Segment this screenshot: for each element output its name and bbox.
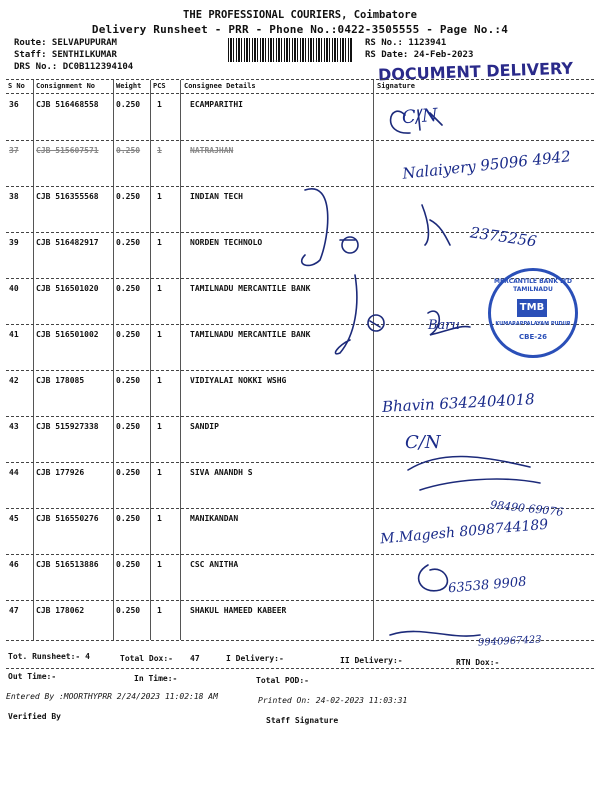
row-consignment: CJB 178085 xyxy=(36,376,85,385)
row-consignment: CJB 516513886 xyxy=(36,560,99,569)
handwritten-row41: Baru xyxy=(428,318,460,333)
row-weight: 0.250 xyxy=(116,100,141,109)
row-consignment: CJB 516468558 xyxy=(36,100,99,109)
row-sno: 39 xyxy=(9,238,19,247)
row-consignee: NATRAJHAN xyxy=(190,146,234,155)
col-header-consignment: Consignment No xyxy=(36,82,96,90)
row-weight: 0.250 xyxy=(116,284,141,293)
staff-signature: Staff Signature xyxy=(266,716,339,725)
stamp-line: CBE-26 xyxy=(519,333,547,341)
row-consignee: TAMILNADU MERCANTILE BANK xyxy=(190,330,311,339)
row-weight: 0.250 xyxy=(116,330,141,339)
total-dox-label: Total Dox:- xyxy=(120,654,173,663)
handwritten-row37: Nalaiyery 95096 4942 xyxy=(401,147,572,183)
printed-on: Printed On: 24-02-2023 11:03:31 xyxy=(258,696,408,705)
row-sno: 41 xyxy=(9,330,19,339)
row-consignee: MANIKANDAN xyxy=(190,514,239,523)
row-consignee: ECAMPARITHI xyxy=(190,100,243,109)
handwritten-row46: 63538 9908 xyxy=(447,574,528,597)
row-consignee: TAMILNADU MERCANTILE BANK xyxy=(190,284,311,293)
ii-delivery: II Delivery:- xyxy=(340,656,403,665)
row-sno: 42 xyxy=(9,376,19,385)
handwritten-row43: C/N xyxy=(405,432,441,453)
row-sno: 40 xyxy=(9,284,19,293)
header-rule xyxy=(6,93,594,94)
stamp-line: TAMILNADU xyxy=(513,286,553,293)
row-weight: 0.250 xyxy=(116,514,141,523)
row-weight: 0.250 xyxy=(116,376,141,385)
row-consignee: SIVA ANANDH S xyxy=(190,468,253,477)
bank-stamp xyxy=(488,268,578,358)
row-pcs: 1 xyxy=(157,560,162,569)
row-sno: 38 xyxy=(9,192,19,201)
total-pod: Total POD:- xyxy=(256,676,309,685)
row-consignee: SHAKUL HAMEED KABEER xyxy=(190,606,287,615)
handwritten-row42: Bhavin 6342404018 xyxy=(381,390,536,416)
row-sno: 47 xyxy=(9,606,19,615)
row-pcs: 1 xyxy=(157,330,162,339)
row-sno: 36 xyxy=(9,100,19,109)
row-weight: 0.250 xyxy=(116,238,141,247)
row-consignment: CJB 516501002 xyxy=(36,330,99,339)
company-name: THE PROFESSIONAL COURIERS, Coimbatore xyxy=(183,9,417,21)
col-divider xyxy=(33,80,34,640)
col-header-weight: Weight xyxy=(116,82,142,90)
barcode xyxy=(228,38,353,62)
rs-number: RS No.: 1123941 xyxy=(365,38,447,48)
handwritten-row39: 2375256 xyxy=(469,223,538,251)
row-pcs: 1 xyxy=(157,238,162,247)
row-pcs: 1 xyxy=(157,100,162,109)
stamp-line: KUMARAPPALAYAM PUDUR xyxy=(495,321,571,327)
row-consignment: CJB 516501020 xyxy=(36,284,99,293)
out-time: Out Time:- xyxy=(8,672,57,681)
row-consignee: NORDEN TECHNOLO xyxy=(190,238,263,247)
footer-rule xyxy=(6,668,594,669)
row-sno: 43 xyxy=(9,422,19,431)
col-divider xyxy=(150,80,151,640)
row-consignee: VIDIYALAI NOKKI WSHG xyxy=(190,376,287,385)
row-consignment: CJB 515607571 xyxy=(36,146,99,155)
row-consignment: CJB 516355568 xyxy=(36,192,99,201)
stamp-logo: TMB xyxy=(517,299,547,317)
table-top-rule xyxy=(6,79,594,80)
in-time: In Time:- xyxy=(134,674,178,683)
row-consignee: SANDIP xyxy=(190,422,219,431)
row-pcs: 1 xyxy=(157,422,162,431)
row-sno: 45 xyxy=(9,514,19,523)
handwritten-row36: C/N xyxy=(401,104,439,129)
col-header-signature: Signature xyxy=(377,82,415,90)
verified-by: Verified By xyxy=(8,712,61,721)
row-weight: 0.250 xyxy=(116,606,141,615)
route: Route: SELVAPUPURAM xyxy=(14,38,117,48)
handwritten-row47: 9940967423 xyxy=(477,634,542,649)
col-header-pcs: PCS xyxy=(153,82,166,90)
row-consignee: CSC ANITHA xyxy=(190,560,239,569)
rs-date: RS Date: 24-Feb-2023 xyxy=(365,50,474,60)
row-pcs: 1 xyxy=(157,284,162,293)
tot-runsheet: Tot. Runsheet:- 4 xyxy=(8,652,90,661)
i-delivery: I Delivery:- xyxy=(226,654,284,663)
row-pcs: 1 xyxy=(157,192,162,201)
row-consignment: CJB 178062 xyxy=(36,606,85,615)
row-weight: 0.250 xyxy=(116,422,141,431)
row-consignment: CJB 516482917 xyxy=(36,238,99,247)
row-sno: 37 xyxy=(9,146,19,155)
col-divider xyxy=(180,80,181,640)
col-header-consignee: Consignee Details xyxy=(184,82,256,90)
staff: Staff: SENTHILKUMAR xyxy=(14,50,117,60)
drs-number: DRS No.: DC0B112394104 xyxy=(14,62,134,72)
row-sno: 44 xyxy=(9,468,19,477)
handwritten-signatures xyxy=(280,95,600,655)
col-header-sno: S No xyxy=(8,82,25,90)
row-weight: 0.250 xyxy=(116,560,141,569)
row-pcs: 1 xyxy=(157,146,162,155)
rtn-dox: RTN Dox:- xyxy=(456,658,500,667)
row-sno: 46 xyxy=(9,560,19,569)
stamp-line: MERCANTILE BANK LTD xyxy=(494,278,572,285)
handwritten-row45: 98490 69076 xyxy=(489,498,564,519)
row-consignment: CJB 515927338 xyxy=(36,422,99,431)
row-pcs: 1 xyxy=(157,606,162,615)
row-weight: 0.250 xyxy=(116,192,141,201)
row-weight: 0.250 xyxy=(116,468,141,477)
row-consignment: CJB 177926 xyxy=(36,468,85,477)
handwritten-row45b: M.Magesh 8098744189 xyxy=(379,516,549,548)
col-divider xyxy=(113,80,114,640)
row-consignee: INDIAN TECH xyxy=(190,192,243,201)
row-consignment: CJB 516550276 xyxy=(36,514,99,523)
document-delivery-stamp: DOCUMENT DELIVERY xyxy=(377,58,574,85)
row-pcs: 1 xyxy=(157,514,162,523)
total-dox-value: 47 xyxy=(190,654,200,663)
row-pcs: 1 xyxy=(157,468,162,477)
row-weight: 0.250 xyxy=(116,146,141,155)
row-pcs: 1 xyxy=(157,376,162,385)
entered-by: Entered By :MOORTHYPRR 2/24/2023 11:02:18 AM xyxy=(6,692,218,701)
runsheet-title: Delivery Runsheet - PRR - Phone No.:0422-3505555 - Page No.:4 xyxy=(91,23,509,36)
